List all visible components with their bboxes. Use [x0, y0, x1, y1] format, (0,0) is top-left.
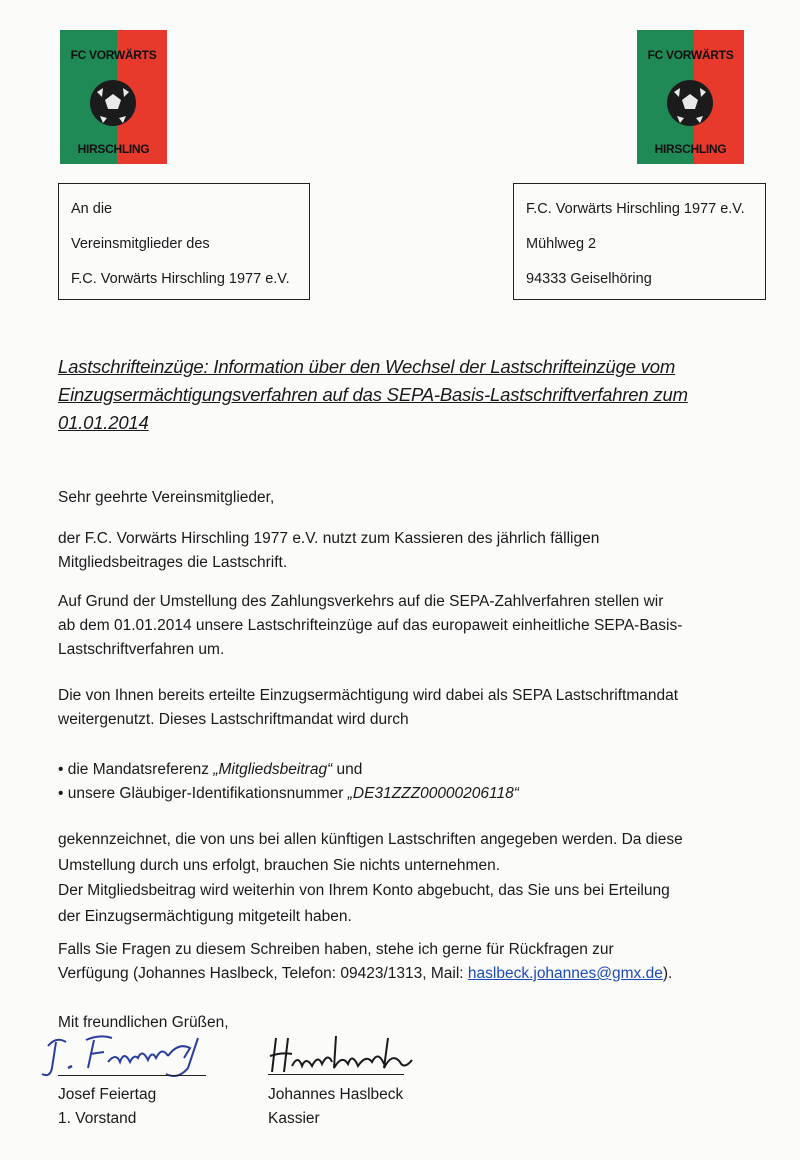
signature-line — [58, 1075, 206, 1076]
text-fragment: Verfügung (Johannes Haslbeck, Telefon: 09423/1313, Mail: — [58, 965, 468, 982]
paragraph-3 — [58, 684, 758, 732]
text-line — [58, 962, 758, 986]
bullet-item — [58, 758, 758, 782]
text-fragment: ). — [662, 965, 673, 982]
logo-bottom-text: HIRSCHLING — [77, 142, 150, 156]
paragraph-2 — [58, 590, 758, 662]
bullet-list — [58, 758, 758, 806]
letter-subject — [58, 353, 758, 437]
salutation: Sehr geehrte Vereinsmitglieder, — [58, 489, 275, 506]
soccer-ball-icon — [88, 78, 138, 128]
subject-line: Einzugsermächtigungsverfahren auf das SEPA-Basis-Lastschriftverfahren zum — [58, 384, 688, 405]
signatory-left — [58, 1083, 218, 1131]
signatory-name: Josef Feiertag — [58, 1086, 157, 1103]
logo-top-text: FC VORWÄRTS — [647, 48, 734, 62]
soccer-ball-icon — [665, 78, 715, 128]
text-line: der F.C. Vorwärts Hirschling 1977 e.V. nutzt zum Kassieren des jährlich fälligen — [58, 530, 600, 547]
bullet-text: • die Mandatsreferenz — [58, 761, 214, 778]
text-line: ab dem 01.01.2014 unsere Lastschrifteinzüge auf das europaweit einheitliche SEPA-Basis- — [58, 617, 683, 634]
sender-line: F.C. Vorwärts Hirschling 1977 e.V. — [526, 201, 745, 217]
text-line: Die von Ihnen bereits erteilte Einzugsermächtigung wird dabei als SEPA Lastschriftmandat — [58, 687, 679, 704]
email-link[interactable]: haslbeck.johannes@gmx.de — [467, 965, 663, 982]
signatory-role: Kassier — [268, 1110, 320, 1127]
signature-left-image — [38, 1028, 213, 1088]
text-line: der Einzugsermächtigung mitgeteilt haben. — [58, 907, 352, 925]
sender-box — [513, 183, 766, 300]
paragraph-5 — [58, 938, 758, 986]
signatory-name: Johannes Haslbeck — [268, 1086, 404, 1103]
recipient-line: F.C. Vorwärts Hirschling 1977 e.V. — [71, 271, 290, 287]
bullet-text: • unsere Gläubiger-Identifikationsnummer — [58, 785, 348, 802]
mandate-reference: „Mitgliedsbeitrag“ — [213, 761, 333, 778]
bullet-text: und — [332, 761, 363, 778]
paragraph-1 — [58, 527, 758, 575]
recipient-line: Vereinsmitglieder des — [71, 236, 210, 252]
sender-line: 94333 Geiselhöring — [526, 271, 652, 287]
signature-line — [268, 1074, 404, 1075]
subject-line: Lastschrifteinzüge: Information über den Wechsel der Lastschrifteinzüge vom — [58, 356, 676, 377]
logo-top-text: FC VORWÄRTS — [70, 48, 157, 62]
text-line: Lastschriftverfahren um. — [58, 641, 225, 658]
logo-bottom-text: HIRSCHLING — [654, 142, 727, 156]
text-line: Mitgliedsbeitrages die Lastschrift. — [58, 554, 288, 571]
subject-line: 01.01.2014 — [58, 412, 149, 433]
text-line: Der Mitgliedsbeitrag wird weiterhin von Ihrem Konto abgebucht, das Sie uns bei Erteilung — [58, 882, 670, 899]
creditor-id: „DE31ZZZ00000206118“ — [347, 785, 519, 802]
text-line: weitergenutzt. Dieses Lastschriftmandat wird durch — [58, 711, 409, 728]
sender-line: Mühlweg 2 — [526, 236, 597, 252]
closing: Mit freundlichen Grüßen, — [58, 1014, 229, 1031]
signatory-right — [268, 1083, 448, 1131]
bullet-item — [58, 782, 758, 806]
club-logo-right — [637, 30, 744, 164]
text-line: Umstellung durch uns erfolgt, brauchen Sie nichts unternehmen. — [58, 856, 500, 874]
text-line: gekennzeichnet, die von uns bei allen künftigen Lastschriften angegeben werden. Da diese — [58, 831, 683, 848]
text-line: Falls Sie Fragen zu diesem Schreiben haben, stehe ich gerne für Rückfragen zur — [58, 941, 614, 958]
club-logo-left — [60, 30, 167, 164]
text-line: Auf Grund der Umstellung des Zahlungsverkehrs auf die SEPA-Zahlverfahren stellen wir — [58, 593, 664, 610]
recipient-line: An die — [71, 201, 113, 217]
recipient-box — [58, 183, 310, 300]
paragraph-4 — [58, 827, 758, 929]
signatory-role: 1. Vorstand — [58, 1110, 137, 1127]
